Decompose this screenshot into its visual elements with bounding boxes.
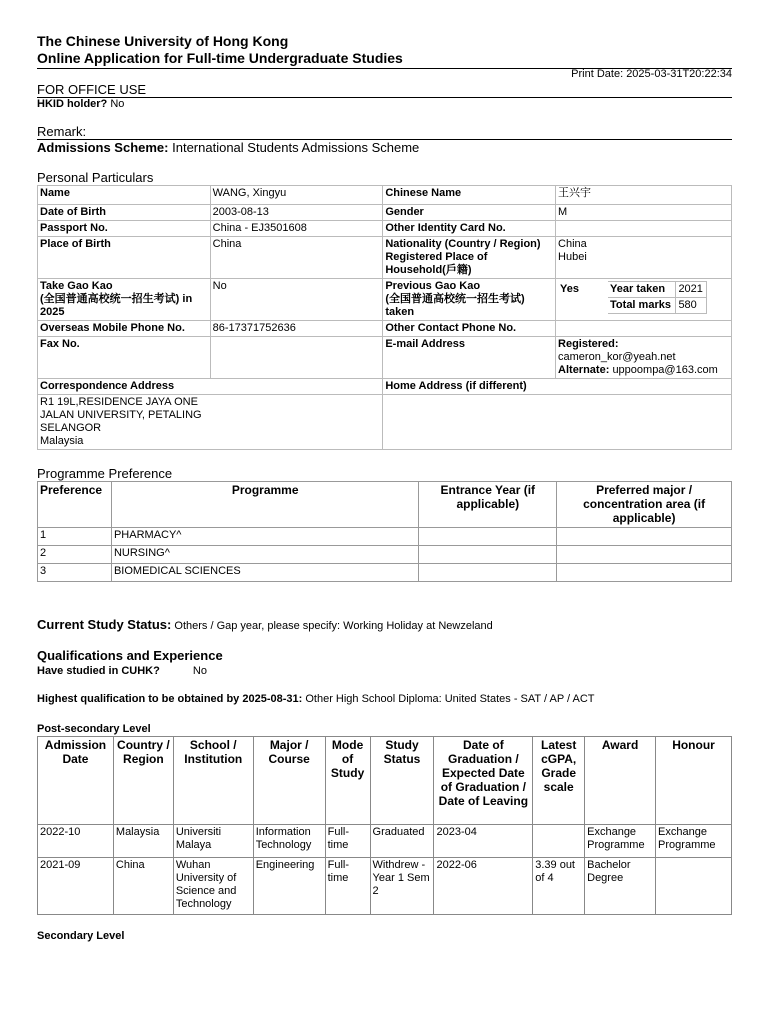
col-country: Country / Region — [113, 737, 173, 825]
cell-grad: 2023-04 — [434, 825, 533, 858]
cell-award: Bachelor Degree — [585, 858, 656, 915]
major-cell — [557, 546, 732, 564]
gaokao-value: No — [210, 279, 383, 321]
programme-table — [37, 481, 732, 582]
nationality-value-text: China — [558, 238, 587, 250]
highest-value: Other High School Diploma: United States - SAT / AP / ACT — [305, 693, 595, 705]
hkid-holder — [37, 98, 124, 110]
col-graduation: Date of Graduation / Expected Date of Graduation / Date of Leaving — [434, 737, 533, 825]
current-study-status — [37, 617, 493, 632]
personal-heading: Personal Particulars — [37, 170, 154, 185]
personal-table — [37, 185, 732, 450]
cell-honour — [656, 858, 732, 915]
cell-gpa — [533, 825, 585, 858]
cuhk-value: No — [192, 665, 207, 677]
corr-address-label: Correspondence Address — [38, 379, 383, 395]
pref-cell: 3 — [38, 564, 112, 582]
remark-label: Remark: — [37, 124, 87, 139]
divider — [37, 97, 732, 98]
nationality-value — [556, 237, 732, 279]
home-address-value — [383, 395, 732, 450]
email-alternate-value: uppoompa@163.com — [612, 364, 718, 376]
office-use-heading: FOR OFFICE USE — [37, 82, 147, 97]
gaokao-label-text: Take Gao Kao — [40, 280, 113, 292]
cell-school: Wuhan University of Science and Technology — [173, 858, 253, 915]
cell-major: Engineering — [253, 858, 325, 915]
col-study-status: Study Status — [370, 737, 434, 825]
post-secondary-heading: Post-secondary Level — [37, 723, 151, 735]
col-preference: Preference — [38, 482, 112, 528]
gaokao-label-cn: (全国普通高校统一招生考试) in 2025 — [40, 293, 193, 318]
chinese-name-label: Chinese Name — [383, 186, 556, 205]
entrance-cell — [419, 564, 557, 582]
major-cell — [557, 564, 732, 582]
hkid-label: HKID holder? — [37, 98, 108, 110]
cell-gpa: 3.39 out of 4 — [533, 858, 585, 915]
study-status-label: Current Study Status: — [37, 617, 172, 632]
table-row — [38, 546, 732, 564]
fax-label: Fax No. — [38, 337, 211, 379]
passport-value: China - EJ3501608 — [210, 221, 383, 237]
corr-line: R1 19L,RESIDENCE JAYA ONE — [40, 396, 198, 408]
prev-gaokao-label-text: Previous Gao Kao — [385, 280, 481, 292]
gender-value: M — [556, 205, 732, 221]
admissions-scheme — [37, 140, 419, 155]
year-taken-value: 2021 — [676, 282, 707, 298]
cell-award: Exchange Programme — [585, 825, 656, 858]
corr-line: Malaysia — [40, 435, 84, 447]
programme-heading: Programme Preference — [37, 466, 173, 481]
email-registered-value: cameron_kor@yeah.net — [558, 351, 676, 363]
hkid-value: No — [110, 98, 125, 110]
col-programme: Programme — [111, 482, 418, 528]
other-id-value — [556, 221, 732, 237]
corr-address-value — [38, 395, 383, 450]
pob-value: China — [210, 237, 383, 279]
highest-qualification — [37, 693, 595, 705]
post-secondary-table — [37, 736, 732, 915]
cell-mode: Full-time — [325, 825, 370, 858]
home-address-label: Home Address (if different) — [383, 379, 732, 395]
pob-label: Place of Birth — [38, 237, 211, 279]
col-honour: Honour — [656, 737, 732, 825]
table-row — [38, 825, 732, 858]
name-value: WANG, Xingyu — [210, 186, 383, 205]
application-title: Online Application for Full-time Undergraduate Studies — [37, 50, 403, 66]
gaokao-detail-table — [557, 281, 707, 314]
print-date: Print Date: 2025-03-31T20:22:34 — [571, 68, 732, 80]
col-gpa: Latest cGPA, Grade scale — [533, 737, 585, 825]
studied-cuhk — [37, 665, 207, 677]
cell-status: Graduated — [370, 825, 434, 858]
prev-gaokao-label — [383, 279, 556, 321]
prev-gaokao-yes: Yes — [558, 282, 608, 314]
prev-gaokao-value — [556, 279, 732, 321]
mobile-label: Overseas Mobile Phone No. — [38, 321, 211, 337]
gender-label: Gender — [383, 205, 556, 221]
household-value-text: Hubei — [558, 251, 587, 263]
gaokao-label — [38, 279, 211, 321]
qualifications-heading: Qualifications and Experience — [37, 648, 223, 663]
cell-major: Information Technology — [253, 825, 325, 858]
secondary-heading: Secondary Level — [37, 930, 125, 942]
household-label-text: Registered Place of Household(戶籍) — [385, 251, 488, 276]
dob-value: 2003-08-13 — [210, 205, 383, 221]
table-row — [38, 564, 732, 582]
cell-honour: Exchange Programme — [656, 825, 732, 858]
other-contact-label: Other Contact Phone No. — [383, 321, 556, 337]
col-school: School / Institution — [173, 737, 253, 825]
col-mode: Mode of Study — [325, 737, 370, 825]
total-marks-value: 580 — [676, 298, 707, 314]
email-registered-label: Registered: — [558, 338, 619, 350]
cell-date: 2022-10 — [38, 825, 114, 858]
highest-label: Highest qualification to be obtained by 2025-08-31: — [37, 693, 303, 705]
study-status-value: Others / Gap year, please specify: Working Holiday at Newzeland — [174, 620, 493, 632]
total-marks-label: Total marks — [608, 298, 676, 314]
prog-cell: PHARMACY^ — [111, 528, 418, 546]
name-label: Name — [38, 186, 211, 205]
cell-school: Universiti Malaya — [173, 825, 253, 858]
entrance-cell — [419, 528, 557, 546]
table-row — [38, 858, 732, 915]
email-alternate-label: Alternate: — [558, 364, 610, 376]
cell-mode: Full-time — [325, 858, 370, 915]
entrance-cell — [419, 546, 557, 564]
prev-gaokao-label-cn: (全国普通高校统一招生考试) taken — [385, 293, 525, 318]
passport-label: Passport No. — [38, 221, 211, 237]
email-value — [556, 337, 732, 379]
cell-country: Malaysia — [113, 825, 173, 858]
other-id-label: Other Identity Card No. — [383, 221, 556, 237]
scheme-value: International Students Admissions Scheme — [172, 140, 420, 155]
col-award: Award — [585, 737, 656, 825]
corr-line: SELANGOR — [40, 422, 102, 434]
prog-cell: BIOMEDICAL SCIENCES — [111, 564, 418, 582]
major-cell — [557, 528, 732, 546]
cell-date: 2021-09 — [38, 858, 114, 915]
other-contact-value — [556, 321, 732, 337]
col-entrance-year: Entrance Year (if applicable) — [419, 482, 557, 528]
mobile-value: 86-17371752636 — [210, 321, 383, 337]
col-major: Major / Course — [253, 737, 325, 825]
prog-cell: NURSING^ — [111, 546, 418, 564]
fax-value — [210, 337, 383, 379]
col-admission-date: Admission Date — [38, 737, 114, 825]
nationality-label — [383, 237, 556, 279]
pref-cell: 1 — [38, 528, 112, 546]
cell-country: China — [113, 858, 173, 915]
pref-cell: 2 — [38, 546, 112, 564]
scheme-label: Admissions Scheme: — [37, 140, 169, 155]
corr-line: JALAN UNIVERSITY, PETALING — [40, 409, 202, 421]
cell-grad: 2022-06 — [434, 858, 533, 915]
table-row — [38, 528, 732, 546]
cuhk-label: Have studied in CUHK? — [37, 665, 160, 677]
year-taken-label: Year taken — [608, 282, 676, 298]
cell-status: Withdrew - Year 1 Sem 2 — [370, 858, 434, 915]
email-label: E-mail Address — [383, 337, 556, 379]
col-preferred-major: Preferred major / concentration area (if applicable) — [557, 482, 732, 528]
university-title: The Chinese University of Hong Kong — [37, 33, 289, 49]
nationality-label-text: Nationality (Country / Region) — [385, 238, 541, 250]
dob-label: Date of Birth — [38, 205, 211, 221]
chinese-name-value: 王兴宇 — [556, 186, 732, 205]
